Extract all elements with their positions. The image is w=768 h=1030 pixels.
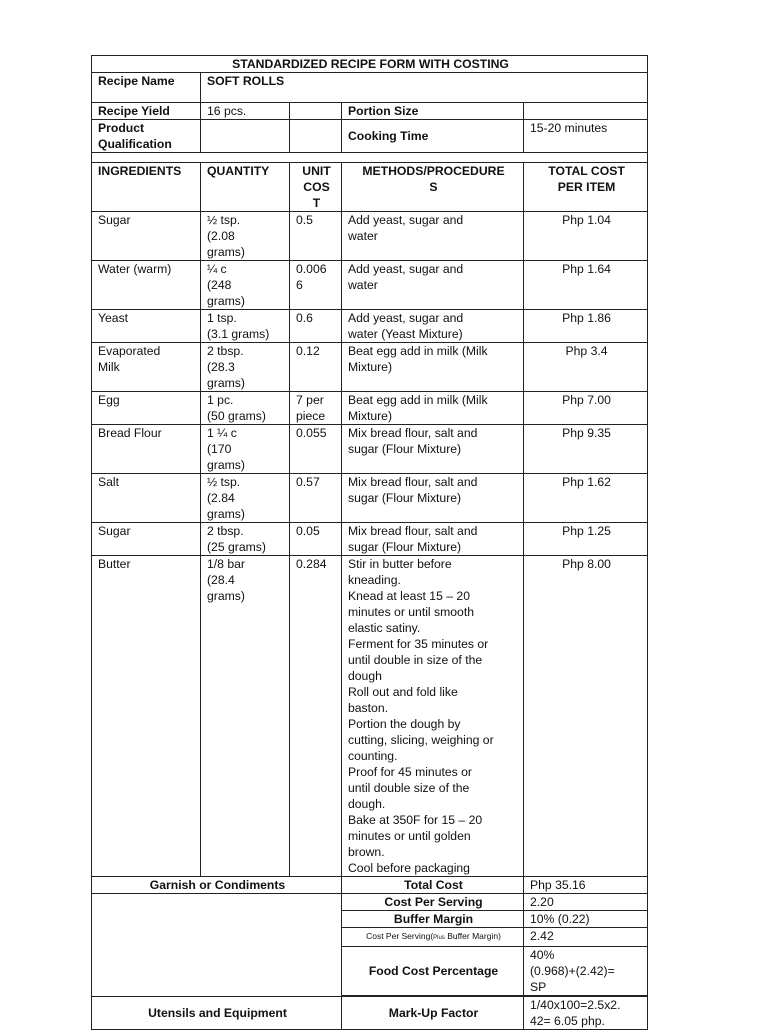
utensils-label: Utensils and Equipment: [92, 997, 342, 1030]
total-cost-cell: Php 1.25: [524, 523, 648, 556]
ingredient-cell: Sugar: [92, 212, 201, 261]
markup-factor-value: 1/40x100=2.5x2. 42= 6.05 php.: [524, 997, 648, 1030]
buffer-margin-label: Buffer Margin: [342, 911, 524, 928]
unit-cost-cell: 0.57: [290, 474, 342, 523]
quantity-cell: ½ tsp. (2.84 grams): [201, 474, 290, 523]
ingredient-rows: [92, 212, 648, 877]
total-cost-cell: Php 3.4: [524, 343, 648, 392]
total-cost-cell: Php 1.04: [524, 212, 648, 261]
header-quantity: QUANTITY: [201, 163, 290, 212]
table-row: [92, 343, 648, 392]
header-ingredients: INGREDIENTS: [92, 163, 201, 212]
unit-cost-cell: 0.055: [290, 425, 342, 474]
method-cell: Add yeast, sugar and water (Yeast Mixture): [342, 310, 524, 343]
total-cost-cell: Php 1.62: [524, 474, 648, 523]
markup-factor-label: Mark-Up Factor: [342, 997, 524, 1030]
unit-cost-cell: 0.05: [290, 523, 342, 556]
quantity-cell: 1 tsp. (3.1 grams): [201, 310, 290, 343]
quantity-cell: 1 pc. (50 grams): [201, 392, 290, 425]
unit-cost-cell: 0.6: [290, 310, 342, 343]
ingredient-cell: Bread Flour: [92, 425, 201, 474]
food-cost-percentage-value: 40% (0.968)+(2.42)= SP: [524, 947, 648, 996]
ingredient-cell: Salt: [92, 474, 201, 523]
spacer-row: [92, 153, 648, 163]
blank-cell: [290, 103, 342, 120]
table-row: [92, 523, 648, 556]
ingredient-cell: Egg: [92, 392, 201, 425]
total-cost-cell: Php 1.86: [524, 310, 648, 343]
recipe-name-label: Recipe Name: [92, 73, 201, 103]
garnish-value: [92, 894, 342, 997]
product-qualification-label: Product Qualification: [92, 120, 201, 153]
unit-cost-cell: 0.5: [290, 212, 342, 261]
food-cost-percentage-label: Food Cost Percentage: [342, 947, 524, 996]
total-cost-cell: Php 7.00: [524, 392, 648, 425]
method-cell: Add yeast, sugar and water: [342, 212, 524, 261]
recipe-yield-value: 16 pcs.: [201, 103, 290, 120]
portion-size-label: Portion Size: [342, 103, 524, 120]
form-title: STANDARDIZED RECIPE FORM WITH COSTING: [92, 56, 648, 73]
unit-cost-cell: 0.284: [290, 556, 342, 877]
unit-cost-cell: 0.12: [290, 343, 342, 392]
table-row: [92, 261, 648, 310]
cps-plus-buffer-label: Cost Per Serving(Plus Buffer Margin): [342, 928, 524, 947]
unit-cost-cell: 0.006 6: [290, 261, 342, 310]
recipe-name-value: SOFT ROLLS: [201, 73, 648, 103]
cps-plus-buffer-value: 2.42: [524, 928, 648, 947]
method-cell: Stir in butter before kneading. Knead at least 15 – 20 minutes or until smooth elastic satiny. Ferment for 35 minutes or until double in size of the dough Roll out and fold like baston. Portion the dough by cutting, slicing, weighing or counting. Proof for 45 minutes or until double size of the dough. Bake at 350F for 15 – 20 minutes or until golden brown. Cool before packaging: [342, 556, 524, 877]
total-cost-label: Total Cost: [342, 877, 524, 894]
recipe-costing-form: [91, 55, 648, 1030]
quantity-cell: 2 tbsp. (25 grams): [201, 523, 290, 556]
ingredient-cell: Water (warm): [92, 261, 201, 310]
method-cell: Add yeast, sugar and water: [342, 261, 524, 310]
quantity-cell: ¼ c (248 grams): [201, 261, 290, 310]
method-cell: Mix bread flour, salt and sugar (Flour Mixture): [342, 474, 524, 523]
method-cell: Beat egg add in milk (Milk Mixture): [342, 343, 524, 392]
cost-per-serving-value: 2.20: [524, 894, 648, 911]
ingredient-cell: Sugar: [92, 523, 201, 556]
table-row: [92, 212, 648, 261]
ingredient-cell: Yeast: [92, 310, 201, 343]
table-row: [92, 425, 648, 474]
total-cost-cell: Php 9.35: [524, 425, 648, 474]
product-qualification-value: [201, 120, 290, 153]
garnish-label: Garnish or Condiments: [92, 877, 342, 894]
total-cost-value: Php 35.16: [524, 877, 648, 894]
quantity-cell: 2 tbsp. (28.3 grams): [201, 343, 290, 392]
cooking-time-value: 15-20 minutes: [524, 120, 648, 153]
quantity-cell: 1 ¼ c (170 grams): [201, 425, 290, 474]
unit-cost-cell: 7 per piece: [290, 392, 342, 425]
quantity-cell: 1/8 bar (28.4 grams): [201, 556, 290, 877]
header-methods: METHODS/PROCEDURE S: [342, 163, 524, 212]
total-cost-cell: Php 1.64: [524, 261, 648, 310]
table-row: [92, 392, 648, 425]
ingredient-cell: Butter: [92, 556, 201, 877]
cooking-time-label: Cooking Time: [342, 120, 524, 153]
header-unit-cost: UNIT COS T: [290, 163, 342, 212]
method-cell: Mix bread flour, salt and sugar (Flour Mixture): [342, 425, 524, 474]
cost-per-serving-label: Cost Per Serving: [342, 894, 524, 911]
table-row: [92, 556, 648, 877]
table-row: [92, 474, 648, 523]
portion-size-value: [524, 103, 648, 120]
method-cell: Mix bread flour, salt and sugar (Flour Mixture): [342, 523, 524, 556]
quantity-cell: ½ tsp. (2.08 grams): [201, 212, 290, 261]
header-total-cost: TOTAL COST PER ITEM: [524, 163, 648, 212]
buffer-margin-value: 10% (0.22): [524, 911, 648, 928]
ingredient-cell: Evaporated Milk: [92, 343, 201, 392]
recipe-yield-label: Recipe Yield: [92, 103, 201, 120]
method-cell: Beat egg add in milk (Milk Mixture): [342, 392, 524, 425]
table-row: [92, 310, 648, 343]
blank-cell: [290, 120, 342, 153]
total-cost-cell: Php 8.00: [524, 556, 648, 877]
